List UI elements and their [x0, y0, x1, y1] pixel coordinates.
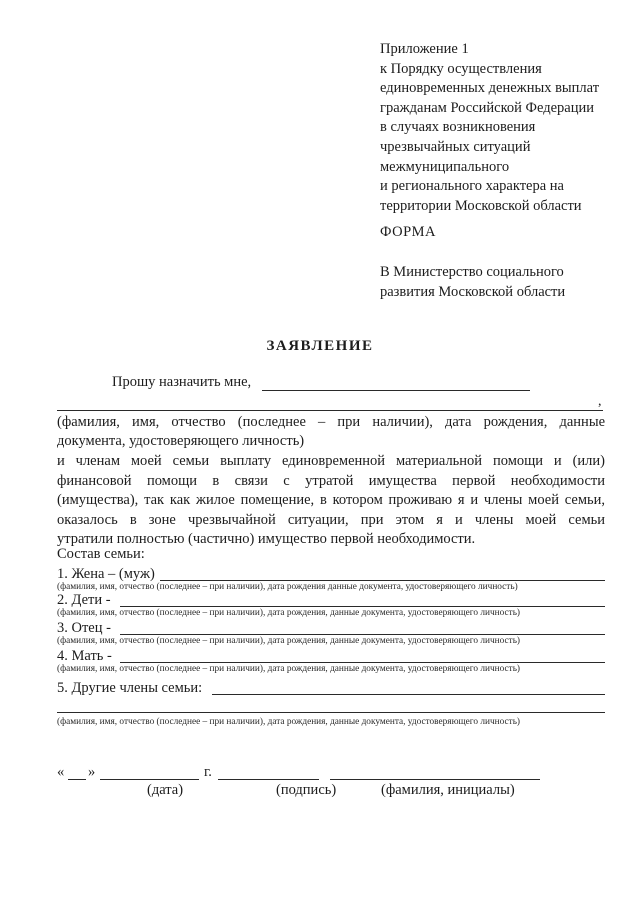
- other-members-field-extra[interactable]: [57, 712, 605, 713]
- applicant-caption-line: (фамилия, имя, отчество (последнее – при наличии), дата рождения, данные: [57, 414, 605, 430]
- date-quote-open: «: [57, 764, 65, 780]
- document-title: ЗАЯВЛЕНИЕ: [266, 338, 374, 354]
- family-member-label: 2. Дети -: [57, 592, 111, 608]
- annex-line: межмуниципального: [380, 158, 510, 175]
- statement-line: оказалось в зоне чрезвычайной ситуации, при этом я и члены моей семьи: [57, 512, 605, 528]
- applicant-name-field[interactable]: [262, 390, 530, 391]
- annex-line: в случаях возникновения: [380, 119, 536, 136]
- annex-line: чрезвычайных ситуаций: [380, 138, 531, 155]
- request-text: Прошу назначить мне,: [112, 374, 252, 390]
- applicant-details-field[interactable]: [57, 410, 603, 411]
- statement-line: утратили полностью (частично) имущество первой необходимости.: [57, 531, 476, 547]
- family-member-caption: (фамилия, имя, отчество (последнее – при наличии), дата рождения данные документа, удостоверяющего личность): [57, 582, 518, 592]
- signature-field[interactable]: [218, 779, 319, 780]
- name-initials-label: (фамилия, инициалы): [381, 782, 515, 798]
- statement-line: (имущества), так как жилое помещение, в котором проживаю я и члены моей семьи,: [57, 492, 605, 508]
- family-member-label: 4. Мать -: [57, 648, 112, 664]
- forma-label: ФОРМА: [380, 224, 437, 240]
- annex-line: территории Московской области: [380, 197, 582, 214]
- annex-line: единовременных денежных выплат: [380, 80, 600, 97]
- family-heading: Состав семьи:: [57, 546, 145, 562]
- annex-line: к Порядку осуществления: [380, 60, 542, 77]
- family-member-label: 1. Жена – (муж): [57, 566, 155, 582]
- annex-header: [380, 40, 599, 216]
- spouse-field[interactable]: [160, 580, 605, 581]
- family-member-caption: (фамилия, имя, отчество (последнее – при наличии), дата рождения, данные документа, удостоверяющего личность): [57, 608, 521, 618]
- date-day-field[interactable]: [68, 779, 86, 780]
- family-member-caption: (фамилия, имя, отчество (последнее – при наличии), дата рождения, данные документа, удостоверяющего личность): [57, 664, 521, 674]
- applicant-caption-line: документа, удостоверяющего личность): [57, 433, 305, 449]
- family-member-label: 3. Отец -: [57, 620, 111, 636]
- family-member-label: 5. Другие члены семьи:: [57, 680, 203, 696]
- applicant-comma: ,: [598, 394, 602, 409]
- signature-label: (подпись): [276, 782, 337, 798]
- family-member-caption: (фамилия, имя, отчество (последнее – при наличии), дата рождения, данные документа, удостоверяющего личность): [57, 636, 521, 646]
- date-quote-close: »: [88, 764, 96, 780]
- children-field[interactable]: [120, 606, 605, 607]
- father-field[interactable]: [120, 634, 605, 635]
- statement-line: и членам моей семьи выплату единовременной материальной помощи и (или): [57, 453, 605, 469]
- statement-line: финансовой помощи в связи с утратой имущества первой необходимости: [57, 473, 605, 489]
- family-member-caption: (фамилия, имя, отчество (последнее – при наличии), дата рождения, данные документа, удостоверяющего личность): [57, 717, 521, 727]
- annex-line: и регионального характера на: [380, 178, 564, 195]
- annex-line: гражданам Российской Федерации: [380, 99, 595, 116]
- other-members-field[interactable]: [212, 694, 605, 695]
- addressee: [380, 263, 565, 302]
- addressee-line: развития Московской области: [380, 283, 566, 300]
- date-year-suffix: г.: [204, 764, 212, 780]
- mother-field[interactable]: [120, 662, 605, 663]
- name-initials-field[interactable]: [330, 779, 540, 780]
- date-month-field[interactable]: [100, 779, 199, 780]
- addressee-line: В Министерство социального: [380, 264, 564, 280]
- annex-line: Приложение 1: [380, 41, 469, 57]
- date-label: (дата): [147, 782, 184, 798]
